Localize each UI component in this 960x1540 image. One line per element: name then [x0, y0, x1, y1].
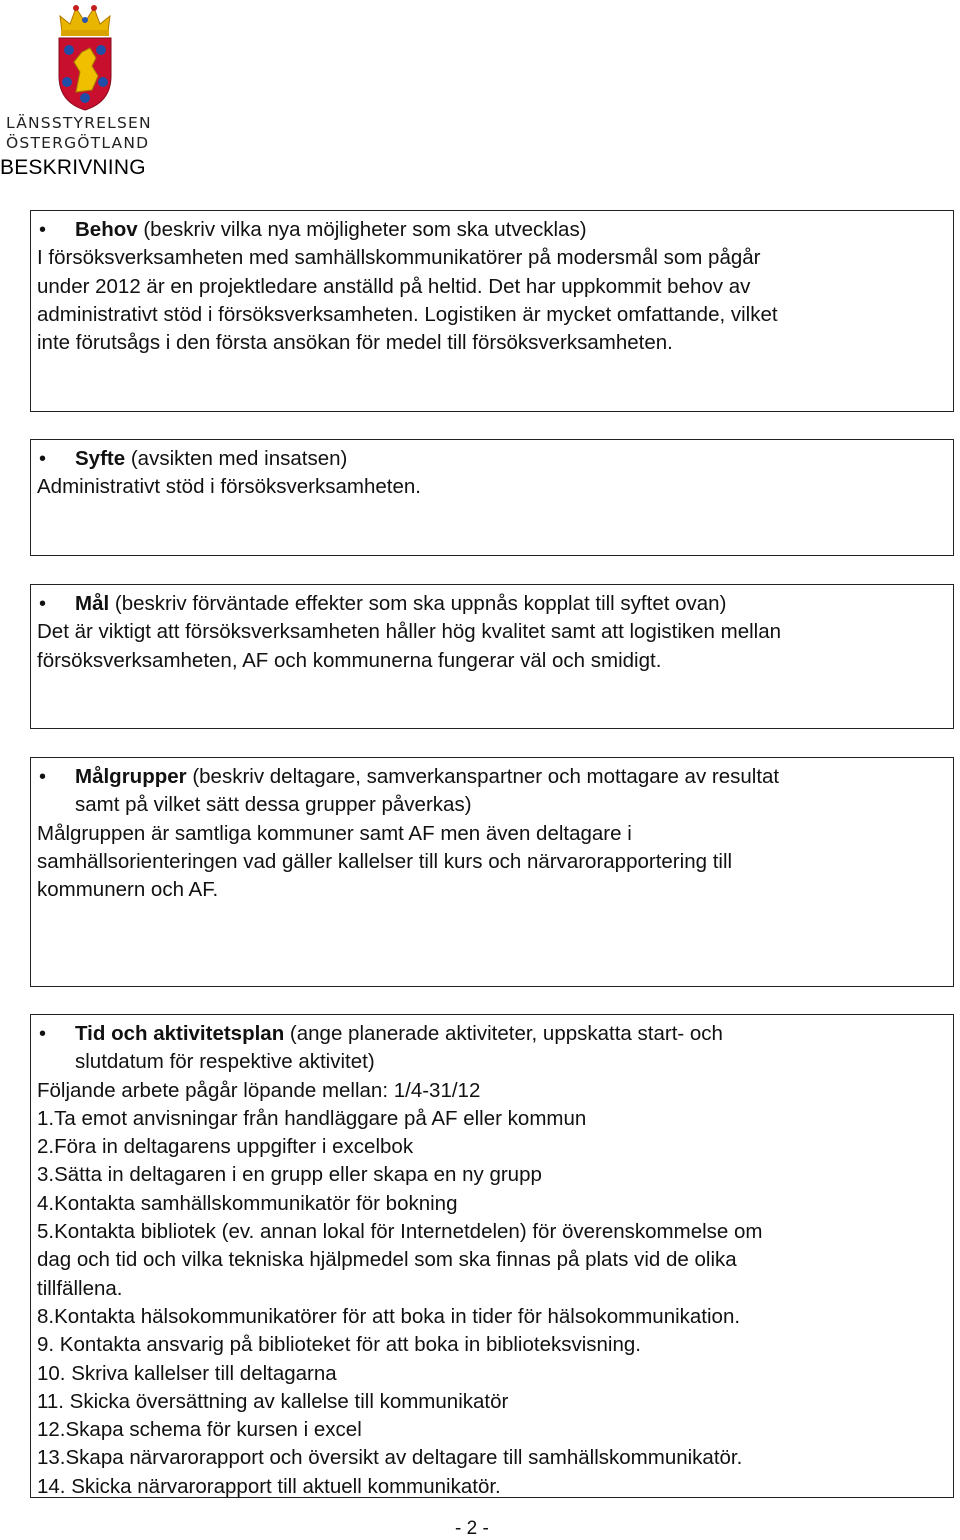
behov-text-line: I försöksverksamheten med samhällskommunikatörer på modersmål som pågår	[37, 246, 761, 270]
section-tid-och-aktivitetsplan	[30, 1014, 954, 1498]
list-item-cont: dag och tid och vilka tekniska hjälpmedel som ska finnas på plats vid de olika	[37, 1248, 737, 1272]
malgrupper-text-line: samhällsorienteringen vad gäller kallelser till kurs och närvarorapportering till	[37, 849, 733, 873]
list-item: 10. Skriva kallelser till deltagarna	[37, 1361, 337, 1385]
behov-heading: • Behov (beskriv vilka nya möjligheter som ska utvecklas)	[37, 216, 947, 244]
list-item: 5.Kontakta bibliotek (ev. annan lokal för Internetdelen) för överenskommelse om	[37, 1220, 763, 1244]
list-item: 11. Skicka översättning av kallelse till kommunikatör	[37, 1389, 509, 1413]
section-mal	[30, 584, 954, 729]
list-item: 14. Skicka närvarorapport till aktuell kommunikatör.	[37, 1474, 501, 1498]
syfte-text-line: Administrativt stöd i försöksverksamheten.	[37, 475, 421, 499]
list-item: 3.Sätta in deltagaren i en grupp eller skapa en ny grupp	[37, 1163, 542, 1187]
coat-of-arms-icon	[52, 2, 118, 112]
list-item: 2.Föra in deltagarens uppgifter i excelbok	[37, 1135, 414, 1159]
tid-heading-cont: slutdatum för respektive aktivitet)	[75, 1050, 375, 1074]
list-item: 12.Skapa schema för kursen i excel	[37, 1418, 362, 1442]
page-number: - 2 -	[455, 1518, 489, 1539]
malgrupper-text-line: Målgruppen är samtliga kommuner samt AF men även deltagare i	[37, 821, 632, 845]
section-behov	[30, 210, 954, 412]
malgrupper-heading-cont: samt på vilket sätt dessa grupper påverkas)	[75, 793, 472, 817]
behov-text-line: administrativt stöd i försöksverksamheten. Logistiken är mycket omfattande, vilket	[37, 302, 778, 326]
behov-text-line: under 2012 är en projektledare anställd på heltid. Det har uppkommit behov av	[37, 274, 751, 298]
malgrupper-heading: • Målgrupper (beskriv deltagare, samverkanspartner och mottagare av resultat	[37, 763, 947, 791]
tid-intro: Följande arbete pågår löpande mellan: 1/4-31/12	[37, 1078, 481, 1102]
org-name-line1: LÄNSSTYRELSEN	[6, 114, 152, 132]
mal-text-line: försöksverksamheten, AF och kommunerna fungerar väl och smidigt.	[37, 648, 662, 672]
list-item: 4.Kontakta samhällskommunikatör för bokning	[37, 1191, 458, 1215]
section-syfte	[30, 439, 954, 556]
page-title: BESKRIVNING	[0, 156, 146, 179]
list-item: 1.Ta emot anvisningar från handläggare på AF eller kommun	[37, 1106, 587, 1130]
mal-heading: • Mål (beskriv förväntade effekter som ska uppnås kopplat till syftet ovan)	[37, 590, 947, 618]
syfte-heading: • Syfte (avsikten med insatsen)	[37, 445, 947, 473]
lansstyrelsen-logo	[6, 2, 170, 112]
list-item: 8.Kontakta hälsokommunikatörer för att boka in tider för hälsokommunikation.	[37, 1304, 741, 1328]
tid-heading: • Tid och aktivitetsplan (ange planerade aktiviteter, uppskatta start- och	[37, 1020, 947, 1048]
list-item-cont: tillfällena.	[37, 1276, 123, 1300]
list-item: 9. Kontakta ansvarig på biblioteket för att boka in biblioteksvisning.	[37, 1333, 641, 1357]
list-item: 13.Skapa närvarorapport och översikt av deltagare till samhällskommunikatör.	[37, 1446, 743, 1470]
behov-text-line: inte förutsågs i den första ansökan för medel till försöksverksamheten.	[37, 331, 673, 355]
mal-text-line: Det är viktigt att försöksverksamheten håller hög kvalitet samt att logistiken mellan	[37, 620, 782, 644]
malgrupper-text-line: kommunern och AF.	[37, 878, 219, 902]
org-name-line2: ÖSTERGÖTLAND	[6, 134, 150, 152]
section-malgrupper	[30, 757, 954, 987]
